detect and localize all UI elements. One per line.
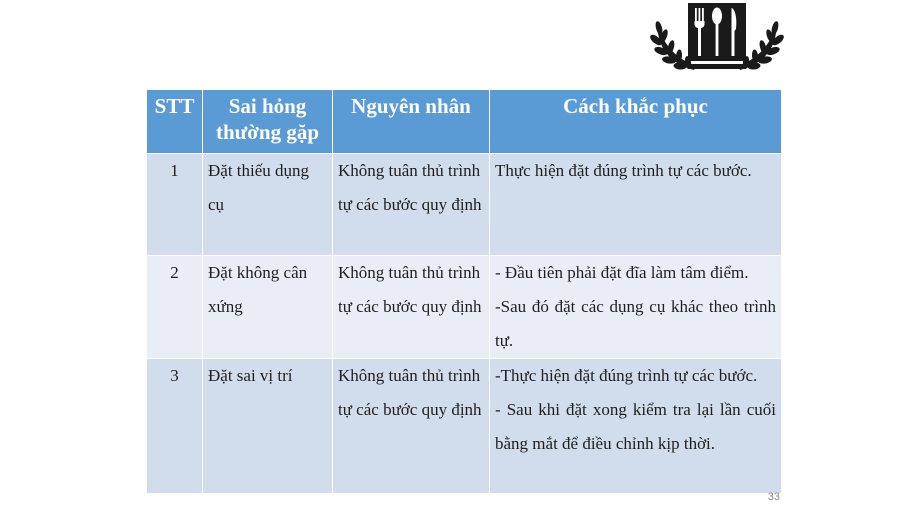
row-stt: 2 (147, 256, 203, 359)
row-fix (490, 359, 782, 494)
troubleshooting-table (146, 89, 782, 494)
page-number: 33 (767, 491, 780, 503)
header-fix: Cách khắc phục (490, 90, 782, 154)
fix-line: -Thực hiện đặt đúng trình tự các bước. (495, 366, 758, 385)
fix-line: -Sau đó đặt các dụng cụ khác theo trình tự. (495, 297, 776, 350)
row-cause: Không tuân thủ trình tự các bước quy định (333, 256, 490, 359)
table-row (147, 256, 782, 359)
row-cause: Không tuân thủ trình tự các bước quy định (333, 154, 490, 256)
fix-line: Thực hiện đặt đúng trình tự các bước. (495, 161, 752, 180)
fix-line: - Sau khi đặt xong kiểm tra lại lần cuối bằng mắt để điều chỉnh kịp thời. (495, 400, 776, 453)
row-error: Đặt không cân xứng (203, 256, 333, 359)
header-stt: STT (147, 90, 203, 154)
row-error: Đặt thiếu dụng cụ (203, 154, 333, 256)
table-row (147, 154, 782, 256)
table-row (147, 359, 782, 494)
row-error: Đặt sai vị trí (203, 359, 333, 494)
header-error: Sai hỏng thường gặp (203, 90, 333, 154)
fix-line: - Đầu tiên phải đặt đĩa làm tâm điểm. (495, 263, 749, 282)
row-fix (490, 154, 782, 256)
row-stt: 1 (147, 154, 203, 256)
row-stt: 3 (147, 359, 203, 494)
table-header-row (147, 90, 782, 154)
header-cause: Nguyên nhân (333, 90, 490, 154)
restaurant-laurel-logo (650, 2, 784, 74)
row-cause: Không tuân thủ trình tự các bước quy định (333, 359, 490, 494)
row-fix (490, 256, 782, 359)
